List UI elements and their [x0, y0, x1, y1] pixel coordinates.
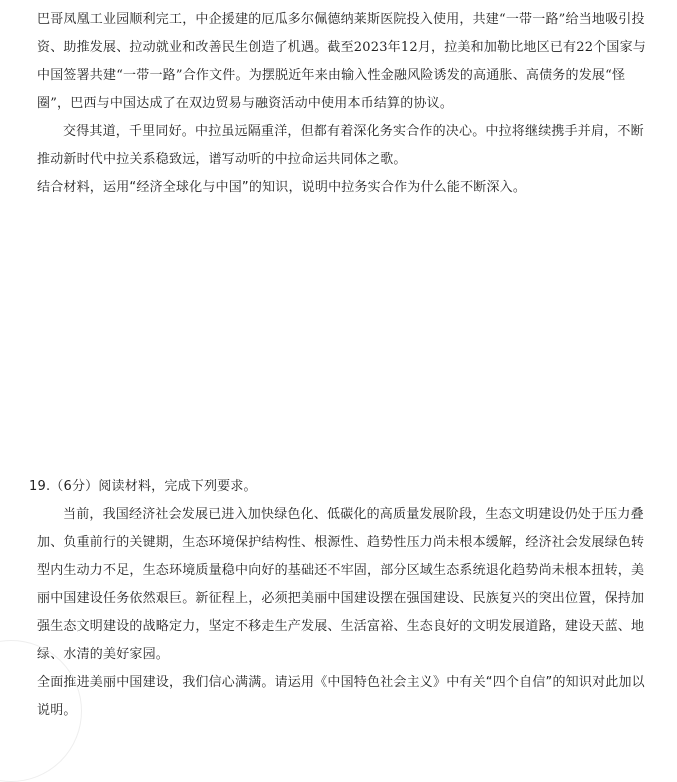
question-heading: 19.（6分）阅读材料，完成下列要求。 — [29, 479, 257, 494]
material-paragraph: 当前，我国经济社会发展已进入加快绿色化、低碳化的高质量发展阶段，生态文明建设仍处于压力叠加、负重前行的关键期，生态环境保护结构性、根源性、趋势性压力尚未根本缓解，经济社会发展绿色转型内生动力不足，生态环境质量稳中向好的基础还不牢固，部分区域生态系统退化趋势尚未根本扭转，美丽中国建设任务依然艰巨。新征程上，必须把美丽中国建设摆在强国建设、民族复兴的突出位置，保持加强生态文明建设的战略定力，坚定不移走生产发展、生活富裕、生态良好的文明发展道路，建设天蓝、地绿、水清的美好家园。 — [37, 507, 645, 662]
material-paragraph: 巴哥凤凰工业园顺利完工，中企援建的厄瓜多尔佩德纳莱斯医院投入使用，共建“一带一路”给当地吸引投资、助推发展、拉动就业和改善民生创造了机遇。截至2023年12月，拉美和加勒比地区已有22个国家与中国签署共建“一带一路”合作文件。为摆脱近年来由输入性金融风险诱发的高通胀、高债务的发展“怪圈”，巴西与中国达成了在双边贸易与融资活动中使用本币结算的协议。 — [37, 12, 646, 111]
material-paragraph: 交得其道，千里同好。中拉虽远隔重洋，但都有着深化务实合作的决心。中拉将继续携手并肩，不断推动新时代中拉关系稳致远，谱写动听的中拉命运共同体之歌。 — [37, 124, 644, 167]
question-task: 结合材料，运用“经济全球化与中国”的知识，说明中拉务实合作为什么能不断深入。 — [37, 180, 527, 195]
material-section-previous-question — [37, 6, 647, 202]
question-task: 全面推进美丽中国建设，我们信心满满。请运用《中国特色社会主义》中有关“四个自信”的知识对此加以说明。 — [37, 675, 645, 718]
question-19 — [29, 473, 647, 725]
